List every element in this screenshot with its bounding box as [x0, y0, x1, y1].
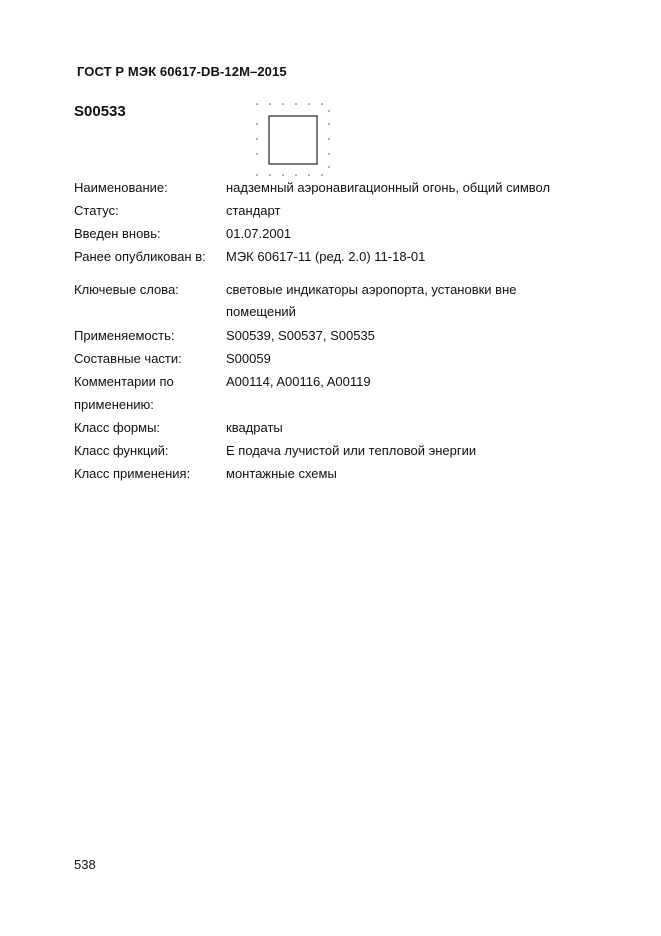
field-function-class-value: Е подача лучистой или тепловой энергии — [226, 443, 477, 458]
field-status-label: Статус: — [74, 203, 119, 218]
page-number: 538 — [74, 857, 96, 872]
field-components-value: S00059 — [226, 351, 271, 366]
field-keywords-value: световые индикаторы аэропорта, установки вне — [226, 282, 517, 297]
field-status-value: стандарт — [226, 203, 281, 218]
field-name-label: Наименование: — [74, 180, 168, 195]
field-applicability-value: S00539, S00537, S00535 — [226, 328, 375, 343]
symbol-grid — [256, 103, 330, 176]
field-shape-class-value: квадраты — [226, 420, 283, 435]
field-comments-label: Комментарии по — [74, 374, 174, 389]
field-applicability-label: Применяемость: — [74, 328, 175, 343]
field-introduced-label: Введен вновь: — [74, 226, 161, 241]
field-components-label: Составные части: — [74, 351, 182, 366]
field-application-class-value: монтажные схемы — [226, 466, 337, 481]
field-published-label: Ранее опубликован в: — [74, 249, 206, 264]
field-published-value: МЭК 60617-11 (ред. 2.0) 11-18-01 — [226, 249, 426, 264]
symbol-graphic — [255, 101, 331, 177]
field-keywords-value-line2: помещений — [226, 304, 296, 319]
field-introduced-value: 01.07.2001 — [226, 226, 292, 241]
field-keywords-label: Ключевые слова: — [74, 282, 179, 297]
field-shape-class-label: Класс формы: — [74, 420, 161, 435]
field-application-class-label: Класс применения: — [74, 466, 191, 481]
document-header: ГОСТ Р МЭК 60617-DB-12M–2015 — [77, 64, 287, 79]
field-comments-value: A00114, A00116, A00119 — [226, 374, 371, 389]
square-symbol — [269, 116, 317, 164]
field-name-value: надземный аэронавигационный огонь, общий символ — [226, 180, 551, 195]
symbol-code: S00533 — [74, 103, 126, 120]
field-comments-label-line2: применению: — [74, 397, 154, 412]
field-function-class-label: Класс функций: — [74, 443, 169, 458]
